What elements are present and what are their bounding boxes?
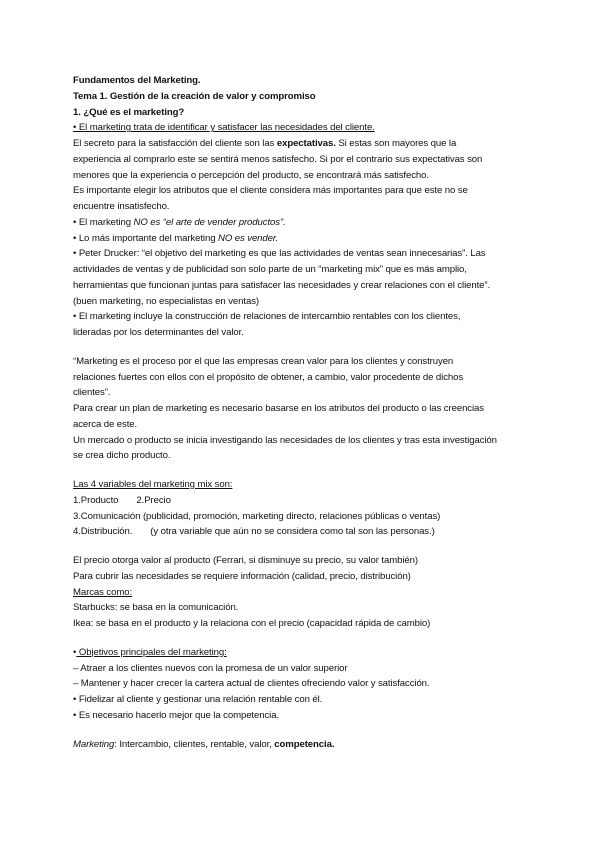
- paragraph-line: Un mercado o producto se inicia investigando las necesidades de los clientes y tras esta investigación: [73, 434, 497, 446]
- mix-line: 3.Comunicación (publicidad, promoción, marketing directo, relaciones públicas o ventas): [73, 510, 441, 522]
- topic-heading: Tema 1. Gestión de la creación de valor y compromiso: [73, 90, 316, 102]
- paragraph-line: acerca de este.: [73, 418, 138, 430]
- paragraph-line: actividades de ventas y de publicidad son solo parte de un “marketing mix” que es más amplio,: [73, 264, 467, 275]
- quote-line: “Marketing es el proceso por el que las empresas crean valor para los clientes y construyen: [73, 355, 454, 367]
- paragraph-line: Para cubrir las necesidades se requiere información (calidad, precio, distribución): [73, 570, 411, 582]
- paragraph-line: encuentre insatisfecho.: [73, 201, 170, 212]
- document-title: Fundamentos del Marketing.: [73, 75, 201, 86]
- bullet-line: • El marketing NO es “el arte de vender productos”.: [73, 216, 286, 228]
- bullet-line: • El marketing incluye la construcción de relaciones de intercambio rentables con los clientes,: [73, 311, 461, 323]
- paragraph-line: (buen marketing, no especialistas en ventas): [73, 295, 259, 307]
- objective-item: – Atraer a los clientes nuevos con la promesa de un valor superior: [73, 662, 348, 674]
- quote-line: relaciones fuertes con ellos con el propósito de obtener, a cambio, valor procedente de dichos: [73, 371, 464, 383]
- bullet-line: • Peter Drucker: “el objetivo del marketing es que las actividades de ventas sean innecesarias”. Las: [73, 248, 486, 260]
- paragraph-line: se crea dicho producto.: [73, 450, 171, 462]
- brand-line: Starbucks: se basa en la comunicación.: [73, 602, 239, 614]
- mix-heading: Las 4 variables del marketing mix son:: [73, 479, 233, 490]
- bullet-line: • Lo más importante del marketing NO es vender.: [73, 232, 279, 244]
- brands-heading: Marcas como:: [73, 586, 133, 598]
- paragraph-line: El secreto para la satisfacción del cliente son las expectativas. Si estas son mayores que la: [73, 138, 457, 149]
- section-heading: 1. ¿Qué es el marketing?: [73, 106, 185, 118]
- mix-line: 1.Producto 2.Precio: [73, 494, 171, 506]
- objective-item: – Mantener y hacer crecer la cartera actual de clientes ofreciendo valor y satisfacción.: [73, 678, 430, 690]
- quote-line: clientes”.: [73, 387, 111, 399]
- paragraph-line: herramientas que funcionan juntas para satisfacer las necesidades y crear relaciones con el cliente”.: [73, 279, 491, 291]
- objective-item: • Es necesario hacerlo mejor que la competencia.: [73, 709, 280, 721]
- underlined-bullet: • El marketing trata de identificar y satisfacer las necesidades del cliente.: [73, 122, 375, 134]
- keywords-line: Marketing: Intercambio, clientes, rentable, valor, competencia.: [73, 738, 335, 750]
- objectives-heading: • Objetivos principales del marketing:: [73, 646, 227, 658]
- paragraph-line: experiencia al comprarlo este se sentirá menos satisfecho. Si por el contrario sus expectativas son: [73, 153, 483, 165]
- document-page: [73, 73, 543, 752]
- paragraph-line: Para crear un plan de marketing es necesario basarse en los atributos del producto o las creencias: [73, 403, 484, 414]
- brand-line: Ikea: se basa en el producto y la relaciona con el precio (capacidad rápida de cambio): [73, 618, 431, 629]
- objective-item: • Fidelizar al cliente y gestionar una relación rentable con él.: [73, 694, 323, 705]
- paragraph-line: Es importante elegir los atributos que el cliente considera más importantes para que este no se: [73, 185, 468, 197]
- paragraph-line: El precio otorga valor al producto (Ferrari, si disminuye su precio, su valor también): [73, 555, 418, 566]
- mix-line: 4.Distribución. (y otra variable que aún no se considera como tal son las personas.): [73, 526, 435, 538]
- paragraph-line: lideradas por los determinantes del valor.: [73, 327, 244, 338]
- paragraph-line: menores que la experiencia o percepción del producto, se encontrará más satisfecho.: [73, 169, 429, 181]
